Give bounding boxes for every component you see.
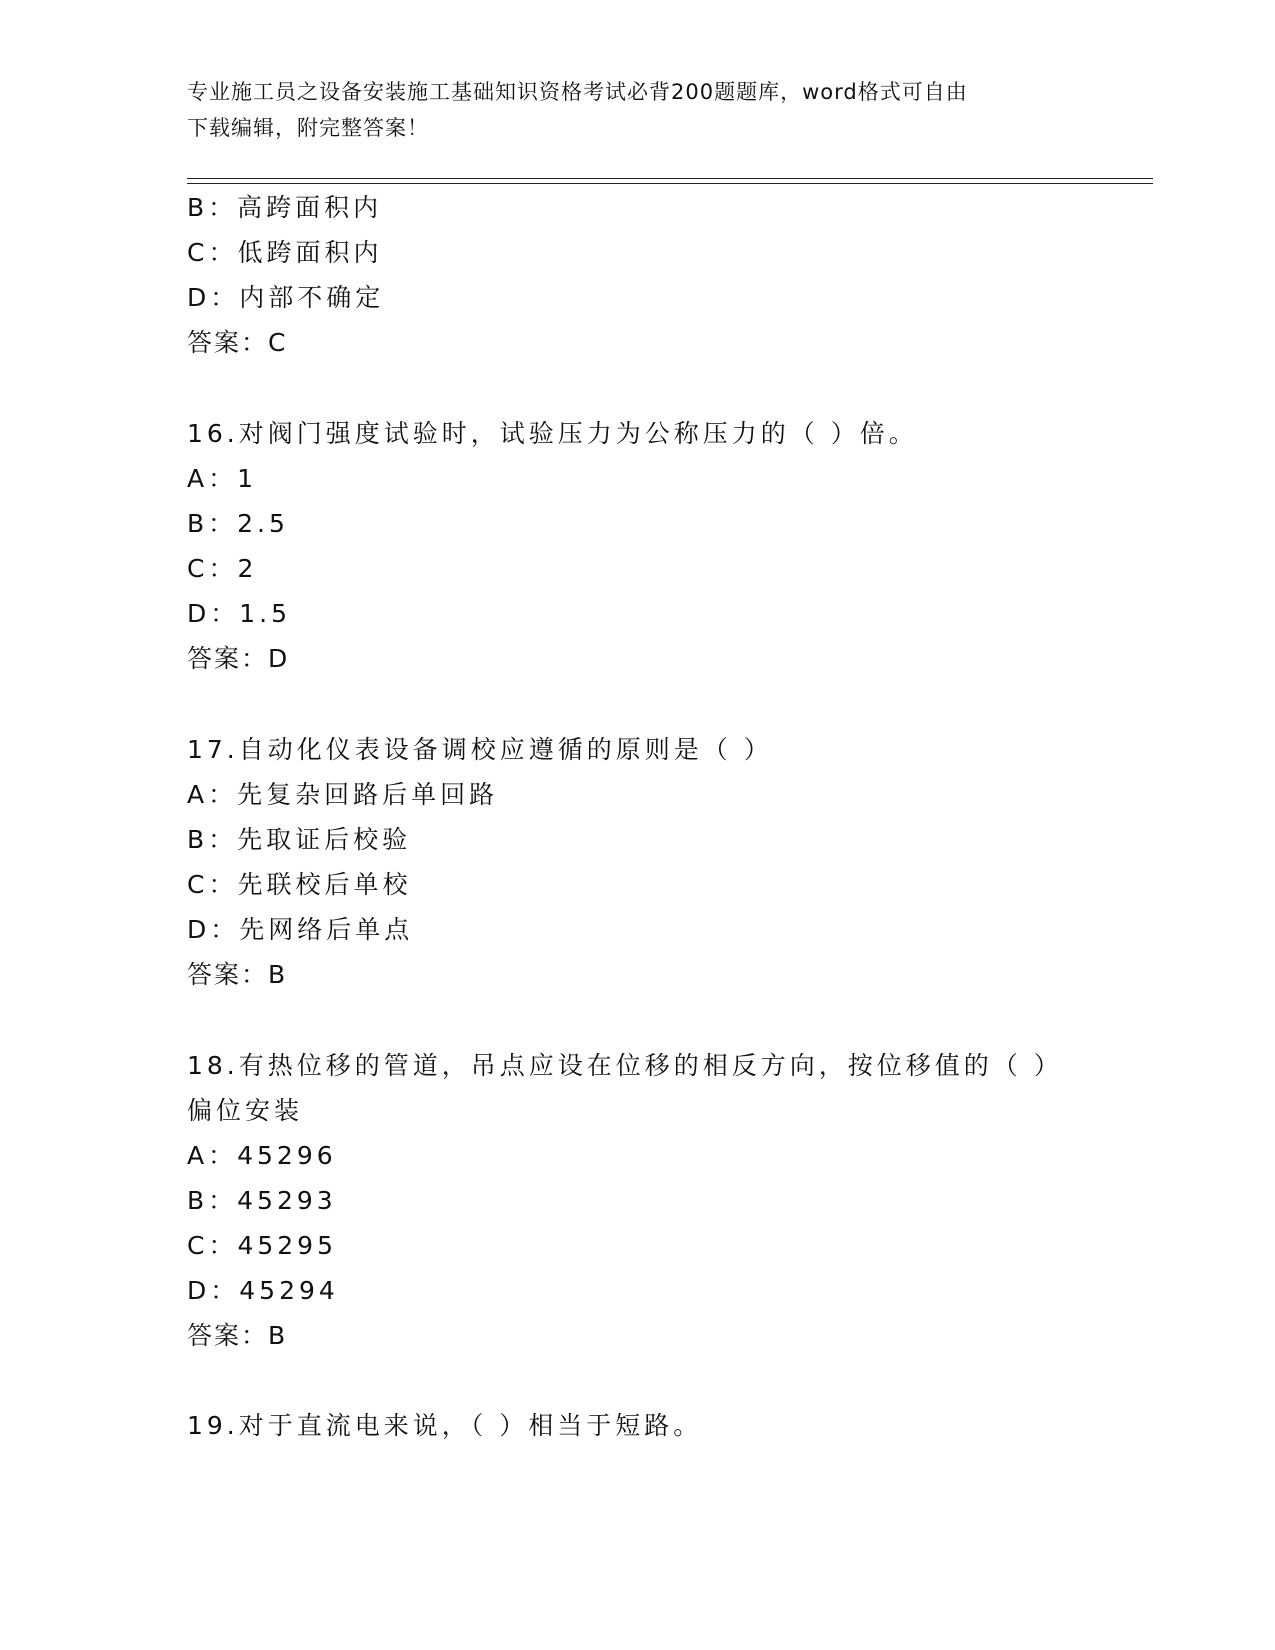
question-stem: 16.对阀门强度试验时，试验压力为公称压力的（ ）倍。	[187, 419, 918, 448]
option-a: A：1	[187, 464, 258, 493]
question-stem: 17.自动化仪表设备调校应遵循的原则是（ ）	[187, 735, 773, 764]
document-header	[187, 74, 1087, 146]
option-b: B：先取证后校验	[187, 825, 412, 854]
option-a: A：先复杂回路后单回路	[187, 780, 499, 809]
question-stem-continued: 偏位安装	[187, 1096, 304, 1125]
option-c: C：先联校后单校	[187, 870, 412, 899]
answer: 答案：C	[187, 328, 288, 357]
option-b: B：高跨面积内	[187, 193, 383, 222]
option-c: C：低跨面积内	[187, 238, 383, 267]
option-d: D：内部不确定	[187, 283, 385, 312]
option-d: D：1.5	[187, 599, 292, 628]
header-line-2: 下载编辑，附完整答案！	[187, 116, 429, 140]
answer: 答案：B	[187, 1321, 288, 1350]
option-d: D：先网络后单点	[187, 915, 414, 944]
header-divider-bottom	[187, 183, 1153, 184]
question-stem: 19.对于直流电来说，（ ）相当于短路。	[187, 1411, 703, 1440]
header-divider-top	[187, 178, 1153, 179]
option-b: B：45293	[187, 1186, 337, 1215]
option-c: C：2	[187, 554, 258, 583]
option-a: A：45296	[187, 1141, 337, 1170]
option-b: B：2.5	[187, 509, 289, 538]
question-stem: 18.有热位移的管道，吊点应设在位移的相反方向，按位移值的（ ）	[187, 1051, 1063, 1080]
answer: 答案：D	[187, 644, 290, 673]
option-d: D：45294	[187, 1276, 339, 1305]
option-c: C：45295	[187, 1231, 337, 1260]
answer: 答案：B	[187, 960, 288, 989]
header-line-1: 专业施工员之设备安装施工基础知识资格考试必背200题题库，word格式可自由	[187, 80, 968, 104]
